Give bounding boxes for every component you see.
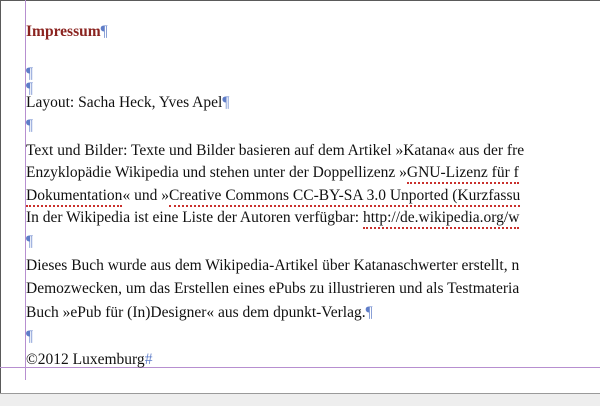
text-credits-text: Enzyklopädie Wikipedia und stehen unter der Doppellizenz » (26, 164, 407, 181)
page-left-edge (0, 0, 1, 406)
pilcrow-icon: ¶ (26, 233, 34, 250)
wikipedia-authors-link[interactable]: http://de.wikipedia.org/w (363, 209, 519, 229)
pilcrow-icon: ¶ (100, 23, 108, 40)
pilcrow-icon: ¶ (365, 304, 373, 321)
end-of-story-icon: # (144, 351, 153, 368)
page-bottom-edge (0, 393, 600, 394)
pilcrow-icon: ¶ (222, 94, 230, 111)
gnu-license-link[interactable]: Dokumentation (26, 187, 122, 207)
empty-paragraph[interactable] (26, 116, 33, 136)
description-text: Buch »ePub für (In)Designer« aus dem dpunkt-Verlag. (26, 304, 366, 321)
pilcrow-icon: ¶ (26, 117, 34, 134)
pilcrow-icon: ¶ (26, 80, 34, 97)
text-credits-line-3[interactable] (26, 186, 520, 206)
text-credits-text: « und » (122, 187, 169, 204)
empty-paragraph[interactable] (26, 232, 33, 252)
text-credits-text: In der Wikipedia ist eine Liste der Autoren verfügbar: (26, 209, 363, 226)
pilcrow-icon: ¶ (26, 328, 34, 345)
text-credits-text: Text und Bilder: Texte und Bilder basieren auf dem Artikel »Katana« aus der fre (26, 142, 525, 159)
pilcrow-icon: ¶ (26, 65, 34, 82)
description-line-1[interactable] (26, 256, 519, 276)
heading-line[interactable] (26, 22, 108, 42)
impressum-heading: Impressum (26, 23, 101, 40)
layout-credits-line[interactable] (26, 93, 229, 113)
text-frame[interactable] (26, 18, 600, 378)
description-text: Demozwecken, um das Erstellen eines ePubs zu illustrieren und als Testmateria (26, 280, 520, 297)
layout-credits-text: Layout: Sacha Heck, Yves Apel (26, 94, 223, 111)
description-text: Dieses Buch wurde aus dem Wikipedia-Artikel über Katanaschwerter erstellt, n (26, 257, 520, 274)
text-credits-line-1[interactable] (26, 141, 524, 161)
gnu-license-link[interactable]: GNU-Lizenz für f (407, 164, 519, 184)
text-credits-line-4[interactable] (26, 208, 519, 228)
description-line-3[interactable] (26, 303, 373, 323)
creative-commons-link[interactable]: Creative Commons CC-BY-SA 3.0 Unported (Kurzfassu (169, 187, 520, 207)
pasteboard-area (0, 393, 600, 406)
copyright-line[interactable] (26, 350, 152, 370)
empty-paragraph[interactable] (26, 327, 33, 347)
page-top-edge (0, 0, 600, 1)
description-line-2[interactable] (26, 279, 519, 299)
copyright-text: ©2012 Luxemburg (26, 351, 145, 368)
text-credits-line-2[interactable] (26, 163, 519, 183)
